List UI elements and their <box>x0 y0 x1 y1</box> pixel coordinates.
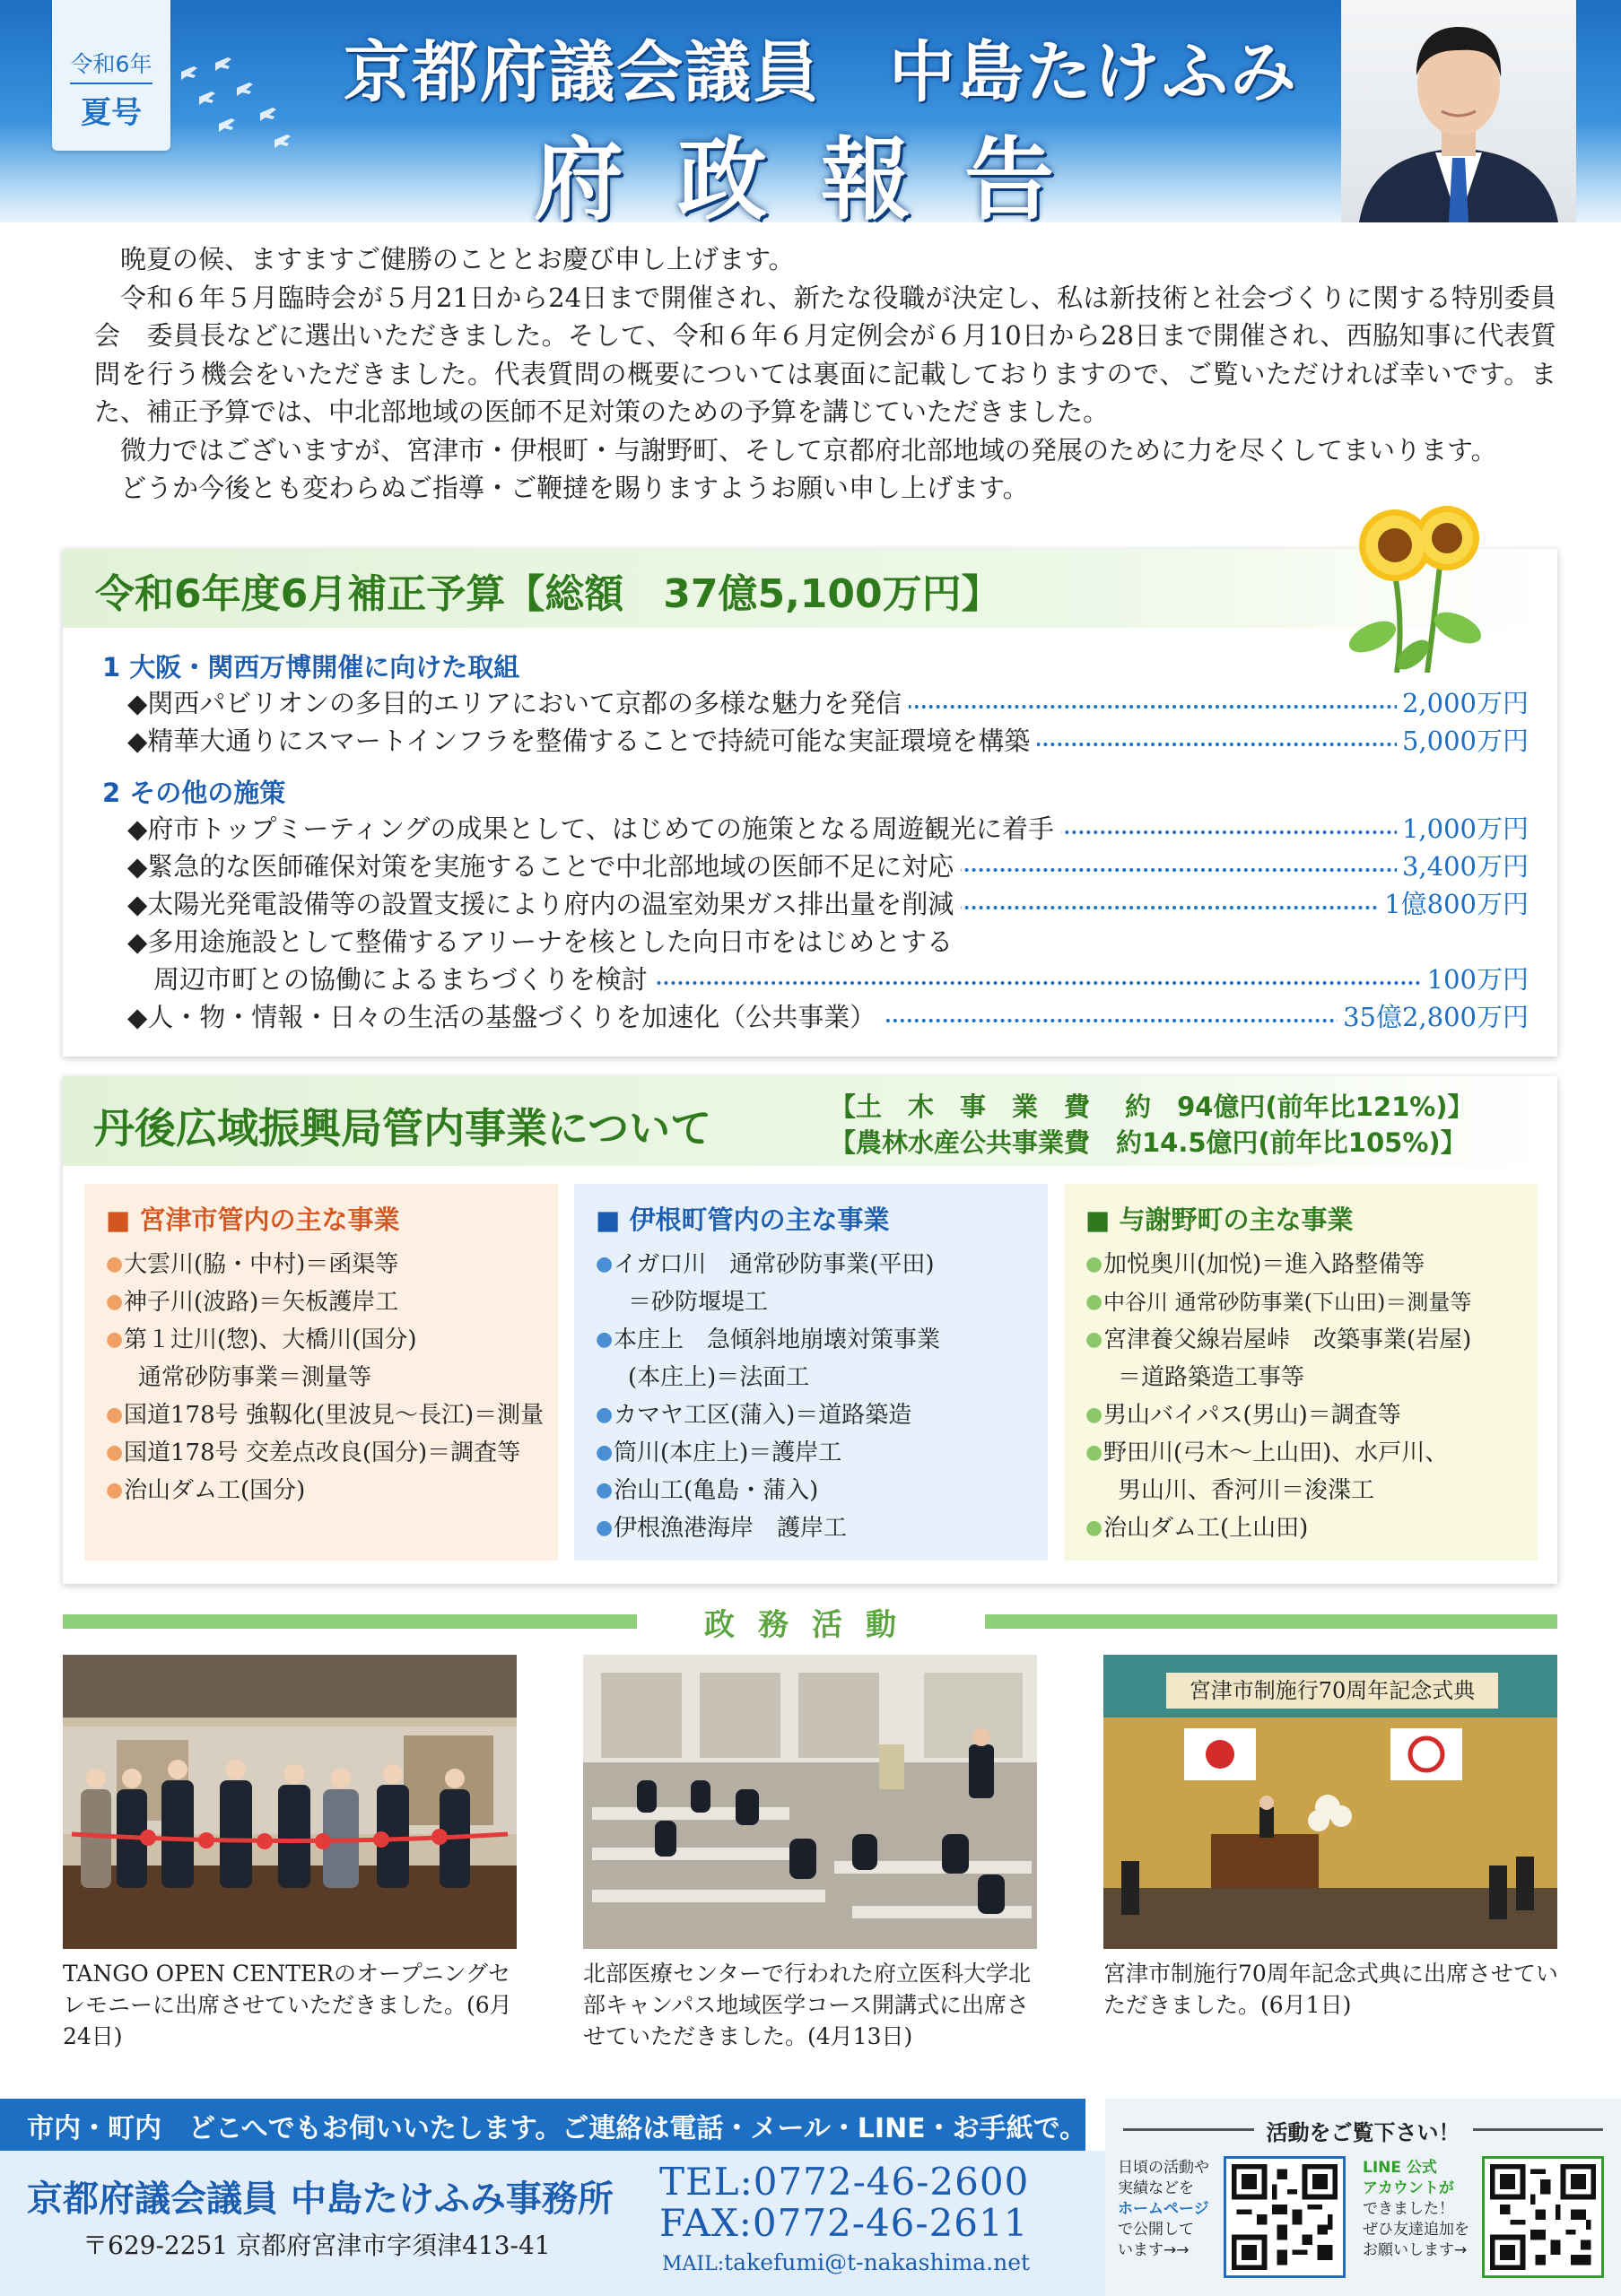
activity-caption: TANGO OPEN CENTERのオープニングセレモニーに出席させていただきました。(6月24日) <box>63 1961 512 2049</box>
homepage-note: 日頃の活動や 実績などを ホームページ で公開して います→→ <box>1118 2159 1209 2259</box>
miyazu-title: ■ 宮津市管内の主な事業 <box>106 1205 400 1235</box>
project-item: ● 治山ダム工(上山田) <box>1085 1515 1309 1542</box>
activities-title: 政務活動 <box>704 1607 919 1643</box>
project-item: ● 神子川(波路)＝矢板護岸工 <box>106 1289 399 1316</box>
season-name: 夏号 <box>81 95 142 131</box>
anniversary-banner: 宮津市制施行70周年記念式典 <box>1189 1678 1476 1703</box>
budget-section-1: 1 大阪・関西万博開催に向けた取組 <box>102 652 520 683</box>
budget-item: ◆府市トップミーティングの成果として、はじめての施策となる周遊観光に着手 1,000万円 <box>127 809 1529 845</box>
project-item: ● 本庄上 急傾斜地崩壊対策事業 <box>596 1326 941 1353</box>
ine-projects <box>574 1184 1048 1561</box>
office-contact <box>0 2151 1105 2296</box>
season-badge <box>52 0 170 151</box>
project-item: ● 男山バイパス(男山)＝調査等 <box>1085 1402 1401 1429</box>
phone-number[interactable]: TEL:0772-46-2600 <box>659 2160 1030 2204</box>
project-item: ● 第１辻川(惣)、大橋川(国分) <box>106 1326 417 1353</box>
budget-amount: 5,000万円 <box>1397 721 1529 758</box>
budget-amount: 1億800万円 <box>1379 884 1529 921</box>
greeting-paragraph: 令和６年５月臨時会が５月21日から24日まで開催され、新たな役職が決定し、私は新技術と社会づくりに関する特別委員会 委員長などに選出いただきました。そして、令和６年６月定例会が６月10日から28日まで開催され、西脇知事に代表質問を行う機会をいただきました。代表質問の概要については裏面に記載しておりますので、ご覧いただければ幸いです。また、補正予算では、中北部地域の医師不足対策のための予算を講じていただきました。 <box>94 282 1556 427</box>
project-item: 男山川、香河川＝浚渫工 <box>1118 1477 1375 1504</box>
greeting-paragraph: どうか今後とも変わらぬご指導・ご鞭撻を賜りますようお願い申し上げます。 <box>120 473 1029 503</box>
project-item: 通常砂防事業＝測量等 <box>138 1364 372 1391</box>
line-qr-code[interactable] <box>1482 2156 1604 2278</box>
activity-caption: 宮津市制施行70周年記念式典に出席させていただきました。(6月1日) <box>1103 1961 1558 2018</box>
header-banner <box>0 0 1621 222</box>
activity-photo-ribbon-cutting <box>63 1655 517 1949</box>
qr-code-area <box>1105 2099 1621 2296</box>
airplane-formation-icon <box>163 54 298 161</box>
budget-item: ◆関西パビリオンの多目的エリアにおいて京都の多様な魅力を発信 2,000万円 <box>127 683 1529 719</box>
budget-amount: 2,000万円 <box>1397 683 1529 720</box>
budget-section-2: 2 その他の施策 <box>102 778 286 808</box>
yosano-title: ■ 与謝野町の主な事業 <box>1085 1205 1354 1235</box>
contact-banner <box>0 2099 1085 2151</box>
homepage-qr-code[interactable] <box>1224 2156 1346 2278</box>
budget-item: ◆太陽光発電設備等の設置支援により府内の温室効果ガス排出量を削減 1億800万円 <box>127 884 1529 920</box>
yosano-projects <box>1064 1184 1538 1561</box>
budget-item: 周辺市町との協働によるまちづくりを検討 100万円 <box>127 960 1529 996</box>
supplementary-budget-panel <box>63 549 1557 1057</box>
civil-engineering-budget: 【土 木 事 業 費 約 94億円(前年比121%)】 <box>830 1091 1474 1122</box>
project-item: ● 大雲川(脇・中村)＝函渠等 <box>106 1251 399 1278</box>
budget-title: 令和6年度6月補正予算【総額 37億5,100万円】 <box>95 571 1001 617</box>
tango-projects-panel <box>63 1076 1557 1584</box>
project-item: (本庄上)＝法面工 <box>628 1364 810 1391</box>
budget-item: ◆緊急的な医師確保対策を実施することで中北部地域の医師不足に対応 3,400万円 <box>127 847 1529 883</box>
season-era: 令和6年 <box>70 51 153 77</box>
newsletter-subtitle: 府政報告 <box>534 126 1108 222</box>
sunflower-illustration <box>1341 502 1494 673</box>
project-item: ● 国道178号 強靱化(里波見～長江)＝測量 <box>106 1402 545 1429</box>
section-divider <box>985 1614 1557 1629</box>
budget-item: ◆多用途施設として整備するアリーナを核とした向日市をはじめとする <box>127 922 1529 958</box>
project-item: ● 中谷川 通常砂防事業(下山田)＝測量等 <box>1085 1290 1472 1315</box>
agriculture-budget: 【農林水産公共事業費 約14.5億円(前年比105%)】 <box>830 1127 1467 1158</box>
tango-title: 丹後広域振興局管内事業について <box>93 1104 712 1152</box>
portrait-photo <box>1341 0 1576 222</box>
activity-photo-anniversary <box>1103 1655 1557 1949</box>
budget-amount: 35億2,800万円 <box>1338 997 1529 1034</box>
activity-caption: 北部医療センターで行われた府立医科大学北部キャンパス地域医学コース開講式に出席させていただきました。(4月13日) <box>583 1961 1032 2049</box>
greeting-paragraph: 晩夏の候、ますますご健勝のこととお慶び申し上げます。 <box>120 244 795 274</box>
section-divider <box>63 1614 637 1629</box>
budget-amount: 100万円 <box>1422 960 1529 996</box>
project-item: ● 筒川(本庄上)＝護岸工 <box>596 1439 842 1466</box>
email-address[interactable]: MAIL:takefumi@t-nakashima.net <box>662 2249 1031 2275</box>
fax-number: FAX:0772-46-2611 <box>659 2201 1029 2245</box>
qr-heading: 活動をご覧下さい！ <box>1105 2115 1621 2146</box>
project-item: ● カマヤ工区(蒲入)＝道路築造 <box>596 1402 912 1429</box>
contact-banner-text: 市内・町内 どこへでもお伺いいたします。ご連絡は電話・メール・LINE・お手紙で。 <box>27 2113 1087 2144</box>
project-item: ● イガ口川 通常砂防事業(平田) <box>596 1251 935 1278</box>
ine-title: ■ 伊根町管内の主な事業 <box>596 1205 890 1235</box>
project-item: ● 治山ダム工(国分) <box>106 1477 306 1504</box>
greeting-text <box>94 240 1556 508</box>
miyazu-projects <box>84 1184 558 1561</box>
budget-amount: 1,000万円 <box>1397 809 1529 846</box>
project-item: ＝砂防堰堤工 <box>628 1289 769 1316</box>
project-item: ● 治山工(亀島・蒲入) <box>596 1477 819 1504</box>
newsletter-title: 京都府議会議員 中島たけふみ <box>344 34 1298 111</box>
budget-amount: 3,400万円 <box>1397 847 1529 883</box>
activity-photo-ceremony-hall <box>583 1655 1037 1949</box>
budget-header <box>63 549 1557 628</box>
project-item: ● 宮津養父線岩屋峠 改築事業(岩屋) <box>1085 1326 1472 1353</box>
project-item: ● 国道178号 交差点改良(国分)＝調査等 <box>106 1439 521 1466</box>
office-name: 京都府議会議員 中島たけふみ事務所 <box>27 2178 614 2220</box>
budget-item: ◆人・物・情報・日々の生活の基盤づくりを加速化（公共事業） 35億2,800万円 <box>127 997 1529 1033</box>
line-note: LINE 公式 アカウントが できました！ ぜひ友達追加を お願いします→ <box>1363 2159 1469 2259</box>
project-item: ● 野田川(弓木～上山田)、水戸川、 <box>1085 1439 1449 1466</box>
budget-item: ◆精華大通りにスマートインフラを整備することで持続可能な実証環境を構築 5,000万円 <box>127 721 1529 757</box>
tango-header <box>63 1076 1557 1166</box>
greeting-paragraph: 微力ではございますが、宮津市・伊根町・与謝野町、そして京都府北部地域の発展のために力を尽くしてまいります。 <box>120 434 1497 465</box>
project-item: ＝道路築造工事等 <box>1118 1364 1305 1391</box>
project-item: ● 伊根漁港海岸 護岸工 <box>596 1515 848 1542</box>
project-item: ● 加悦奥川(加悦)＝進入路整備等 <box>1085 1251 1425 1278</box>
office-address: 〒629-2251 京都府宮津市字須津413-41 <box>83 2231 551 2260</box>
